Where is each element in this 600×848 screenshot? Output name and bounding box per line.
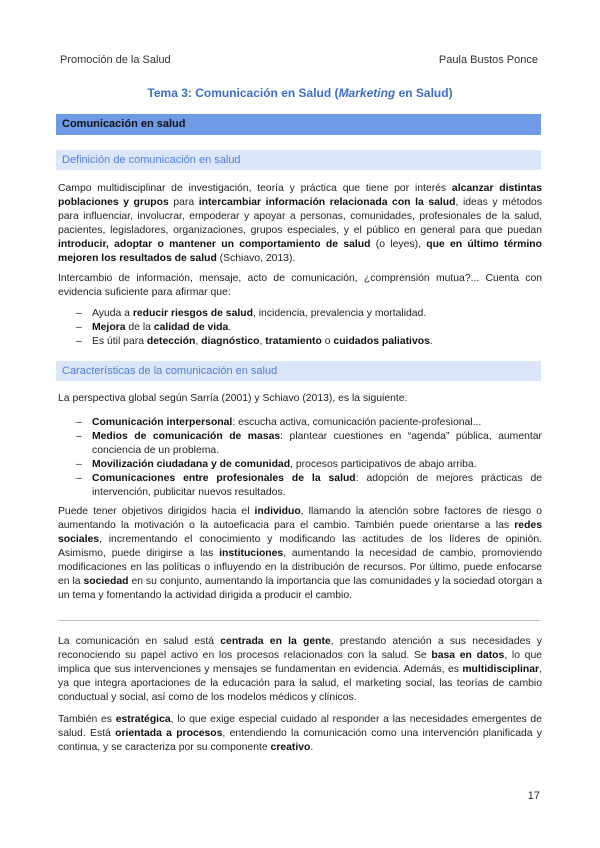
text-run: (o leyes), <box>370 239 427 250</box>
text-run: en su conjunto, aumentando la importancia que las comunidades y la sociedad otorgan a un tema y fomentando la actividad dirigida a producir el cambio. <box>58 576 542 601</box>
text-run: de la <box>125 322 154 333</box>
text-run: , lo que implica que sus intervenciones y mensajes se fundamentan en evidencia. Además, es <box>58 650 543 675</box>
bold-text: detección <box>146 336 196 347</box>
bold-text: reducir riesgos de salud <box>132 308 253 319</box>
text-run: , lo que exige especial cuidado al responder a las necesidades emergentes de salud. Está <box>58 714 542 739</box>
bold-text: introducir, adoptar o mantener un comportamiento de salud <box>58 239 371 250</box>
list-item <box>58 472 542 500</box>
bold-text: sociedad <box>83 576 129 587</box>
text-run: , incidencia, prevalencia y mortalidad. <box>252 308 427 319</box>
bold-text: Medios de comunicación de masas <box>92 431 281 442</box>
section-heading-comunicacion: Comunicación en salud <box>56 114 541 135</box>
header-author: Paula Bustos Ponce <box>438 54 538 66</box>
bold-text: intercambiar información relacionada con la salud <box>198 197 456 208</box>
bold-text: que en último término mejoren los resultados de salud <box>58 239 542 264</box>
text-run: , aumentando la necesidad de cambio, promoviendo modificaciones en las políticas o influyendo en la distribución de recursos. Por último, puede enfocarse en la <box>58 548 542 587</box>
text-run: . <box>429 336 433 347</box>
title-prefix: Tema 3: Comunicación en Salud ( <box>147 86 339 100</box>
text-run: Ayuda a <box>92 308 133 319</box>
text-run: , entendiendo la comunicación como una intervención planificada y continua, y se caracteriza por su componente <box>58 728 543 753</box>
bold-text: instituciones <box>219 548 284 559</box>
text-run: : adopción de mejores prácticas de intervención, publicitar nuevos resultados. <box>92 473 542 498</box>
bold-text: creativo <box>270 742 311 753</box>
bold-text: alcanzar distintas poblaciones y grupos <box>58 183 543 208</box>
bold-text: diagnóstico <box>201 336 260 347</box>
text-run: , ya que integra aportaciones de la educación para la salud, el marketing social, las teorías de cambio conductual y social, así como de los modelos médicos y clínicos. <box>58 664 542 703</box>
text-run: , <box>195 336 202 347</box>
text-run: Es útil para <box>92 336 147 347</box>
bold-text: basa en datos <box>431 650 505 661</box>
text-run: Puede tener objetivos dirigidos hacia el <box>58 506 255 517</box>
perspective-list <box>58 416 542 500</box>
text-run: , llamando la atención sobre factores de riesgo o aumentando la motivación o la autoeficacia para el cambio. También puede orientarse a las <box>58 506 542 531</box>
estrategica-paragraph <box>58 713 542 755</box>
bold-text: Mejora <box>92 322 126 333</box>
bold-text: multidisciplinar <box>462 664 540 675</box>
text-run: La comunicación en salud está <box>58 636 221 647</box>
text-run: (Schiavo, 2013). <box>216 253 296 264</box>
list-item <box>58 335 542 349</box>
evidence-list <box>58 307 542 349</box>
text-run: para <box>168 197 199 208</box>
subsection-heading-caracteristicas: Características de la comunicación en salud <box>56 361 541 381</box>
text-run: , <box>259 336 266 347</box>
bold-text: redes sociales <box>58 520 542 545</box>
list-item <box>58 321 542 335</box>
bold-text: orientada a procesos <box>115 728 223 739</box>
bold-text: cuidados paliativos <box>333 336 430 347</box>
bold-text: estratégica <box>115 714 171 725</box>
centrada-paragraph <box>58 635 542 705</box>
bold-text: Comunicación interpersonal <box>92 417 233 428</box>
text-run: , ideas y métodos para influenciar, involucrar, empoderar y apoyar a personas, comunidades, profesionales de la salud, pacientes, legisladores, organizaciones, grupos especiales, y el público en general para que puedan <box>58 197 543 236</box>
definition-paragraph <box>58 182 542 266</box>
text-run: , procesos participativos de abajo arriba. <box>290 459 477 470</box>
page-title <box>0 86 600 100</box>
page-number: 17 <box>527 790 540 802</box>
intercambio-paragraph: Intercambio de información, mensaje, acto de comunicación, ¿comprensión mutua?... Cuenta con evidencia suficiente para afirmar que: <box>58 273 542 298</box>
section-divider <box>58 620 540 621</box>
text-run: , incrementando el conocimiento y modificando las actitudes de los líderes de opinión. Asimismo, puede dirigirse a las <box>58 534 542 559</box>
bold-text: centrada en la gente <box>220 636 331 647</box>
perspectiva-paragraph: La perspectiva global según Sarría (2001) y Schiavo (2013), es la siguiente: <box>58 393 408 404</box>
text-run: . <box>310 742 314 753</box>
list-item <box>58 430 542 458</box>
list-item <box>58 458 542 472</box>
text-run: También es <box>58 714 116 725</box>
text-run: : plantear cuestiones en “agenda” pública, aumentar conciencia de un problema. <box>92 431 542 456</box>
title-suffix: en Salud) <box>395 86 453 100</box>
text-run: Campo multidisciplinar de investigación, teoría y práctica que tiene por interés <box>58 183 452 194</box>
bold-text: calidad de vida <box>153 322 229 333</box>
bold-text: Comunicaciones entre profesionales de la salud <box>92 473 356 484</box>
list-item <box>58 307 542 321</box>
objetivos-paragraph <box>58 505 542 603</box>
text-run: , prestando atención a sus necesidades y reconociendo su papel activo en los procesos relacionados con la salud. Se <box>58 636 542 661</box>
subsection-heading-definicion: Definición de comunicación en salud <box>56 150 541 170</box>
header-course: Promoción de la Salud <box>60 54 171 66</box>
bold-text: tratamiento <box>265 336 322 347</box>
bold-text: individuo <box>254 506 301 517</box>
text-run: . <box>228 322 232 333</box>
title-italic: Marketing <box>338 86 396 100</box>
list-item <box>58 416 542 430</box>
text-run: : escucha activa, comunicación paciente-profesional... <box>232 417 482 428</box>
bold-text: Movilización ciudadana y de comunidad <box>92 459 291 470</box>
text-run: o <box>321 336 334 347</box>
